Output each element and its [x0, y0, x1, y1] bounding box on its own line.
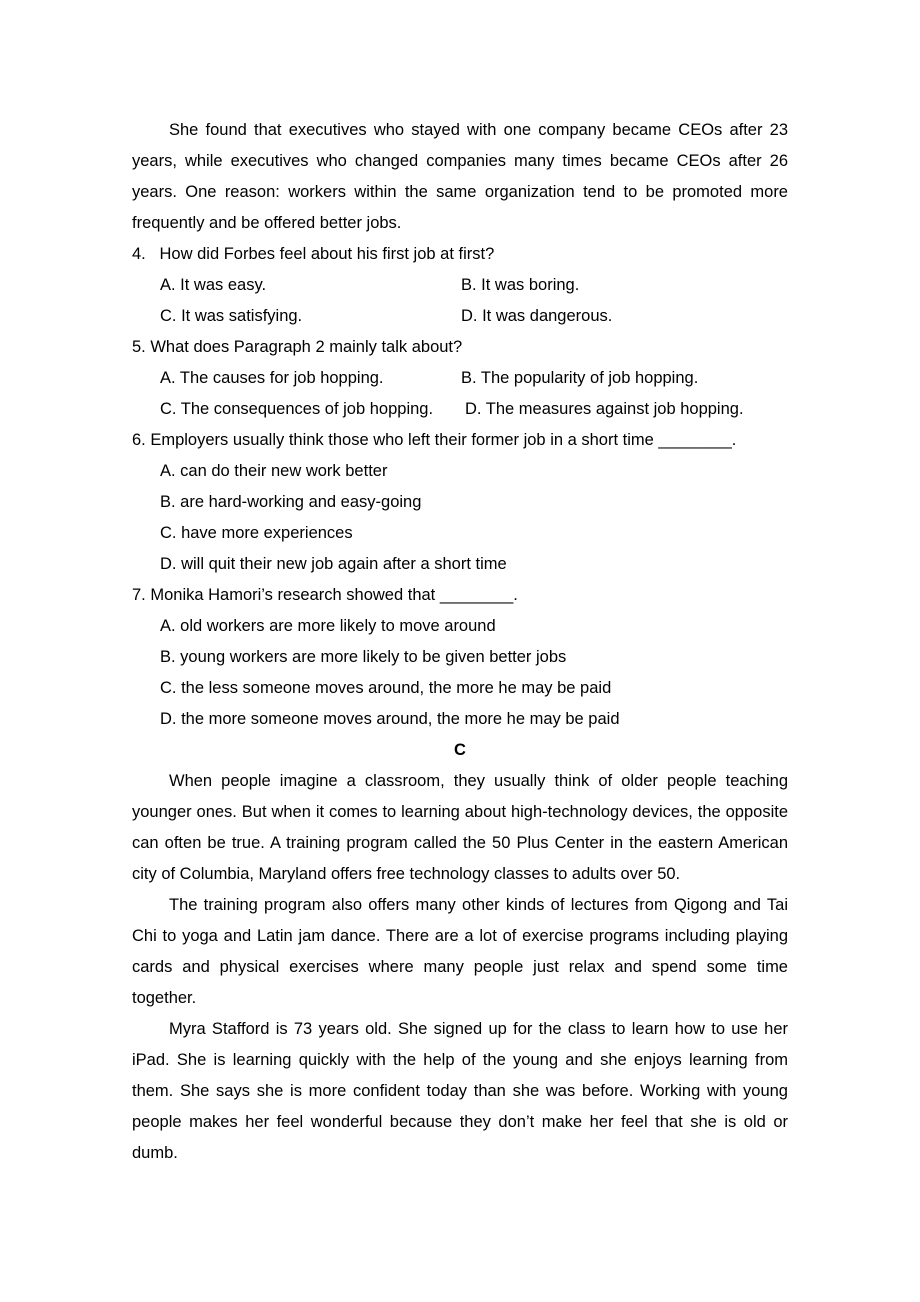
question-4-options-row-2 [132, 301, 788, 332]
question-5-option-b[interactable]: B. The popularity of job hopping. [461, 369, 699, 387]
section-c-paragraph-1: When people imagine a classroom, they usually think of older people teaching younger ones. But when it comes to learning about high-technology devices, the opposite can often be true. A training program called the 50 Plus Center in the eastern American city of Columbia, Maryland offers free technology classes to adults over 50. [132, 772, 788, 883]
section-c-heading: C [454, 741, 466, 759]
question-5 [132, 332, 788, 425]
question-6-option-b[interactable]: B. are hard-working and easy-going [160, 493, 422, 511]
question-5-option-c[interactable]: C. The consequences of job hopping. [160, 400, 434, 418]
question-6-option-a[interactable]: A. can do their new work better [160, 462, 388, 480]
question-5-options-row-2 [132, 394, 788, 425]
question-7-stem: 7. Monika Hamori’s research showed that ________. [132, 586, 518, 604]
question-7-option-a[interactable]: A. old workers are more likely to move around [160, 617, 496, 635]
question-7 [132, 580, 788, 735]
question-4-option-b[interactable]: B. It was boring. [461, 276, 580, 294]
question-4-stem: 4. How did Forbes feel about his first job at first? [132, 245, 495, 263]
question-6-option-d[interactable]: D. will quit their new job again after a short time [160, 555, 507, 573]
question-5-stem: 5. What does Paragraph 2 mainly talk about? [132, 338, 463, 356]
question-5-options-row-1 [132, 363, 788, 394]
question-4-option-c[interactable]: C. It was satisfying. [160, 307, 303, 325]
question-7-option-b[interactable]: B. young workers are more likely to be given better jobs [160, 648, 567, 666]
question-4 [132, 239, 788, 332]
question-5-option-a[interactable]: A. The causes for job hopping. [160, 369, 384, 387]
question-7-option-d[interactable]: D. the more someone moves around, the more he may be paid [160, 710, 620, 728]
section-c-paragraph-2: The training program also offers many other kinds of lectures from Qigong and Tai Chi to yoga and Latin jam dance. There are a lot of exercise programs including playing cards and physical exercises where many people just relax and spend some time together. [132, 896, 788, 1007]
section-c [132, 735, 788, 1169]
question-4-option-d[interactable]: D. It was dangerous. [461, 307, 613, 325]
question-6-stem: 6. Employers usually think those who left their former job in a short time ________. [132, 431, 737, 449]
section-c-paragraph-3: Myra Stafford is 73 years old. She signed up for the class to learn how to use her iPad. She is learning quickly with the help of the young and she enjoys learning from them. She says she is more confident today than she was before. Working with young people makes her feel wonderful because they don’t make her feel that she is old or dumb. [132, 1020, 788, 1162]
question-4-option-a[interactable]: A. It was easy. [160, 276, 267, 294]
question-6-option-c[interactable]: C. have more experiences [160, 524, 353, 542]
question-6 [132, 425, 788, 580]
question-5-option-d[interactable]: D. The measures against job hopping. [465, 400, 744, 418]
question-4-options-row-1 [132, 270, 788, 301]
document-page [132, 115, 788, 1169]
passage-b-paragraph: She found that executives who stayed with one company became CEOs after 23 years, while executives who changed companies many times became CEOs after 26 years. One reason: workers within the same organization tend to be promoted more frequently and be offered better jobs. [132, 121, 788, 232]
question-7-option-c[interactable]: C. the less someone moves around, the more he may be paid [160, 679, 612, 697]
